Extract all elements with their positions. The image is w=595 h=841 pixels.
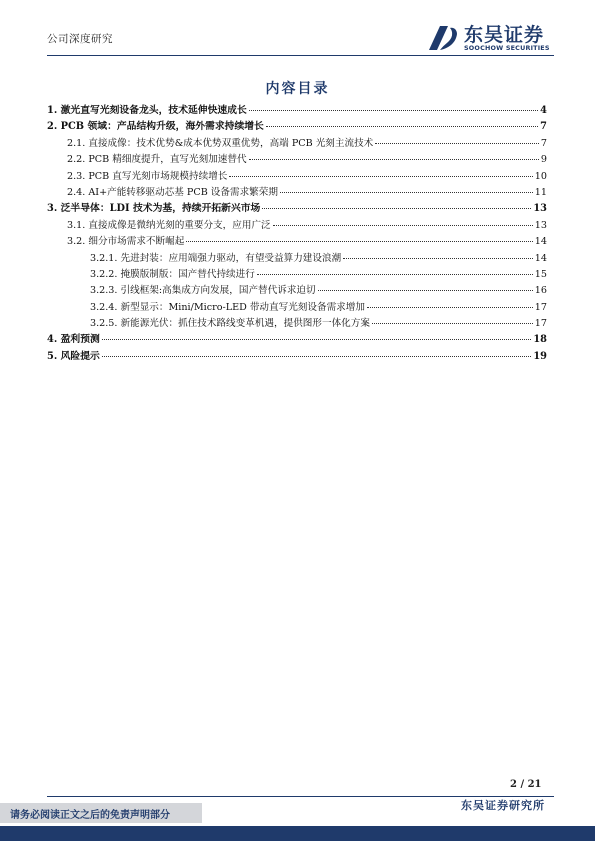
toc-entry-text: 3.2.3. 引线框架:高集成方向发展，国产替代诉求迫切 [90, 285, 316, 297]
toc-entry[interactable] [47, 118, 547, 134]
toc-leader-dots [186, 241, 532, 242]
toc-entry-text: 1. 激光直写光刻设备龙头，技术延伸快速成长 [47, 105, 247, 116]
toc-leader-dots [249, 159, 539, 160]
toc-leader-dots [102, 356, 532, 357]
toc-entry-text: 2.2. PCB 精细度提升，直写光刻加速替代 [67, 154, 247, 166]
toc-entry-text: 2.3. PCB 直写光刻市场规模持续增长 [67, 170, 228, 182]
toc-entry-text: 3.2. 细分市场需求不断崛起 [67, 236, 185, 248]
page-number: 2 / 21 [510, 779, 542, 790]
toc-entry[interactable] [47, 233, 547, 249]
toc-entry[interactable] [47, 168, 547, 184]
toc-leader-dots [273, 225, 533, 226]
toc-entry-text: 3.2.2. 掩膜版制版：国产替代持续进行 [90, 268, 255, 280]
toc-entry-page: 9 [540, 154, 547, 166]
soochow-logo-icon [426, 22, 460, 54]
toc-leader-dots [367, 307, 533, 308]
toc-entry-page: 17 [534, 301, 547, 313]
toc-entry[interactable] [47, 250, 547, 266]
toc-leader-dots [229, 176, 532, 177]
toc-entry-text: 3.2.5. 新能源光伏：抓住技术路线变革机遇，提供图形一体化方案 [90, 318, 370, 330]
toc-leader-dots [266, 126, 538, 127]
toc-entry-page: 15 [534, 268, 547, 280]
toc-entry-page: 13 [534, 219, 547, 231]
toc-entry[interactable] [47, 299, 547, 315]
toc-entry[interactable] [47, 331, 547, 347]
toc-leader-dots [318, 290, 533, 291]
institute-name: 东吴证券研究所 [461, 799, 545, 812]
toc-entry-page: 18 [533, 334, 547, 346]
toc-entry-page: 7 [540, 137, 547, 149]
toc-entry-text: 3. 泛半导体：LDI 技术为基，持续开拓新兴市场 [47, 203, 261, 215]
toc-leader-dots [102, 339, 532, 340]
header-divider [47, 55, 554, 56]
logo-english-text: SOOCHOW SECURITIES [464, 44, 550, 52]
toc-leader-dots [372, 323, 533, 324]
toc-entry[interactable] [47, 184, 547, 200]
footer-bar [0, 826, 595, 841]
toc-entry-page: 16 [534, 285, 547, 297]
toc-entry[interactable] [47, 135, 547, 151]
toc-entry[interactable] [47, 102, 547, 118]
toc-leader-dots [343, 258, 533, 259]
report-type-label: 公司深度研究 [47, 33, 113, 45]
disclaimer-text: 请务必阅读正文之后的免责声明部分 [10, 810, 170, 821]
toc-title: 内容目录 [265, 81, 330, 97]
toc-entry[interactable] [47, 266, 547, 282]
toc-leader-dots [375, 143, 539, 144]
toc-leader-dots [257, 274, 533, 275]
toc-entry-page: 17 [534, 318, 547, 330]
toc-entry[interactable] [47, 348, 547, 364]
toc-entry-text: 2. PCB 领域：产品结构升级，海外需求持续增长 [47, 121, 264, 133]
logo-chinese-text: 东吴证券 [464, 24, 545, 46]
toc-leader-dots [262, 208, 531, 209]
toc-entry[interactable] [47, 217, 547, 233]
toc-entry-text: 2.4. AI+产能转移驱动芯基 PCB 设备需求繁荣期 [67, 186, 278, 198]
toc-entry-page: 14 [534, 252, 547, 264]
toc-leader-dots [249, 110, 538, 111]
toc-entry-page: 4 [540, 105, 547, 116]
toc-entry-text: 5. 风险提示 [47, 350, 100, 362]
toc-entry[interactable] [47, 200, 547, 216]
toc-entry-page: 11 [534, 186, 547, 198]
toc-entry[interactable] [47, 282, 547, 298]
toc-entry-text: 3.1. 直接成像是微纳光刻的重要分支，应用广泛 [67, 219, 271, 231]
table-of-contents [47, 102, 547, 364]
toc-entry[interactable] [47, 315, 547, 331]
toc-entry-page: 7 [540, 121, 547, 133]
company-logo [426, 20, 556, 56]
toc-entry-page: 19 [533, 350, 547, 362]
toc-entry-page: 14 [534, 236, 547, 248]
toc-entry-text: 3.2.1. 先进封装：应用端强力驱动，有望受益算力建设浪潮 [90, 252, 342, 264]
toc-leader-dots [280, 192, 533, 193]
toc-entry[interactable] [47, 151, 547, 167]
toc-entry-text: 4. 盈利预测 [47, 334, 100, 346]
toc-entry-text: 2.1. 直接成像：技术优势&成本优势双重优势，高端 PCB 光刻主流技术 [67, 137, 374, 149]
toc-entry-text: 3.2.4. 新型显示：Mini/Micro-LED 带动直写光刻设备需求增加 [90, 301, 365, 313]
toc-entry-page: 13 [533, 203, 547, 215]
toc-entry-page: 10 [534, 170, 547, 182]
